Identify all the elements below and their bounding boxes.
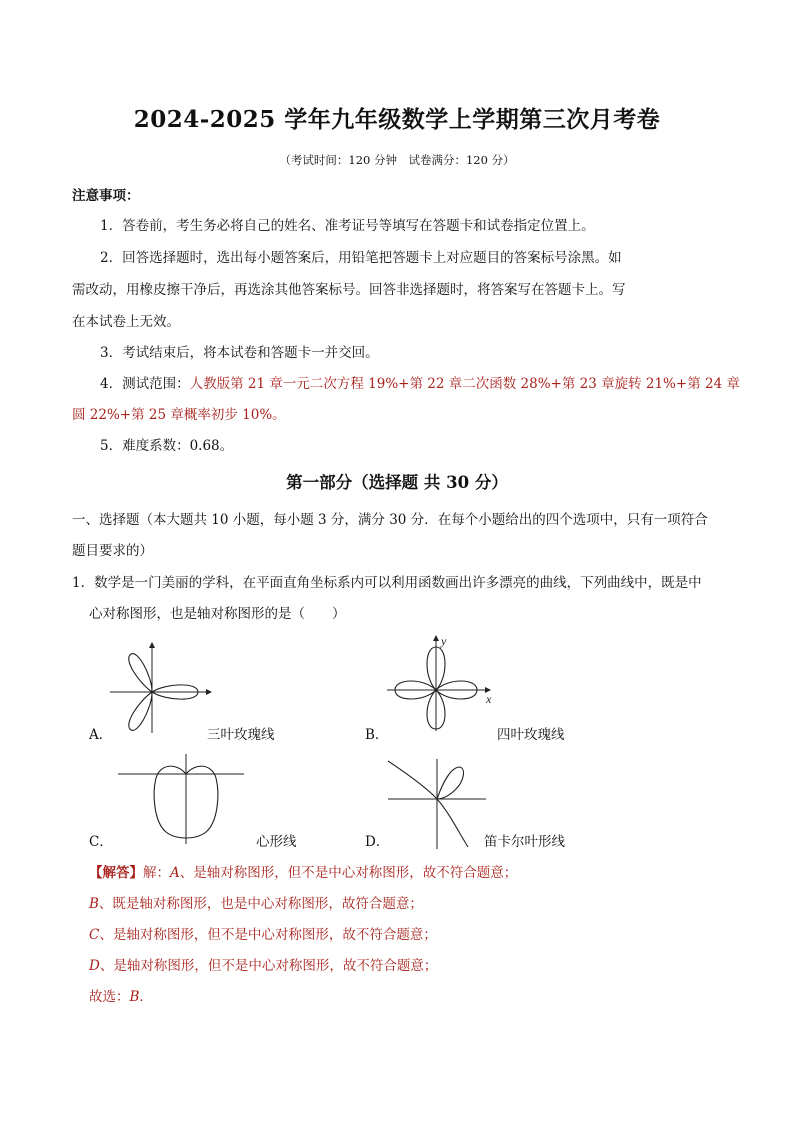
option-a-label[interactable]: A．: [89, 727, 113, 743]
figure-cardioid: [116, 752, 256, 847]
answer-line-4: [89, 956, 437, 976]
x-axis-arrow: [206, 689, 212, 695]
answer-letter-d: D: [89, 958, 100, 974]
notice-item-5: 5．难度系数：0.68。: [100, 438, 234, 454]
three-leaf-rose-graph: [108, 640, 213, 735]
answer-letter-c: C: [89, 927, 100, 943]
x-axis-label: x: [486, 692, 492, 706]
notice-item-2-line-3: 在本试卷上无效。: [72, 314, 180, 330]
notice-item-3: 3．考试结束后，将本试卷和答题卡一并交回。: [100, 345, 379, 361]
cardioid-graph: [116, 752, 256, 847]
y-axis-arrow: [433, 635, 439, 641]
notice-item-2-line-1: 2．回答选择题时，选出每小题答案后，用铅笔把答题卡上对应题目的答案标号涂黑。如: [100, 250, 622, 266]
test-scope: 人教版第 21 章一元二次方程 19%+第 22 章二次函数 28%+第 23 章旋转 21%+第 24 章: [189, 376, 740, 392]
y-axis-arrow: [149, 642, 155, 648]
notice-item-4-line-1: [100, 374, 740, 394]
answer-tag: 【解答】: [89, 865, 143, 881]
option-a-caption: 三叶玫瑰线: [207, 727, 275, 743]
section-instruction-line-1: 一、选择题（本大题共 10 小题，每小题 3 分，满分 30 分．在每个小题给出的四个选项中，只有一项符合: [72, 512, 708, 528]
notice-item-4-prefix: 4．测试范围：: [100, 376, 190, 392]
answer-final: [89, 987, 153, 1007]
option-d-caption: 笛卡尔叶形线: [484, 834, 565, 850]
answer-line-3: [89, 925, 437, 945]
answer-final-suffix: ．: [139, 989, 153, 1005]
folium-graph: [386, 757, 496, 852]
answer-text-b: 、既是轴对称图形，也是中心对称图形，故符合题意；: [98, 896, 423, 912]
answer-text-c: 、是轴对称图形，但不是中心对称图形，故不符合题意；: [99, 927, 437, 943]
question-1-stem-line-2: 心对称图形，也是轴对称图形的是（ ）: [89, 606, 346, 622]
answer-letter-a: A: [170, 865, 180, 881]
notice-item-4-line-2: 圆 22%+第 25 章概率初步 10%。: [72, 407, 286, 423]
answer-letter-b: B: [89, 896, 99, 912]
option-b-label[interactable]: B．: [365, 727, 389, 743]
answer-line-2: [89, 894, 423, 914]
section-instruction-line-2: 题目要求的）: [72, 543, 153, 559]
figure-three-leaf-rose: [108, 640, 213, 735]
exam-info: （考试时间：120 分钟 试卷满分：120 分）: [279, 153, 515, 167]
answer-final-prefix: 故选：: [89, 989, 130, 1005]
option-c-label[interactable]: C．: [89, 834, 113, 850]
answer-final-letter: B: [129, 989, 140, 1005]
folium-loop: [437, 767, 463, 799]
page-title: 2024-2025 学年九年级数学上学期第三次月考卷: [133, 106, 661, 133]
notice-item-1: 1．答卷前，考生务必将自己的姓名、准考证号等填写在答题卡和试卷指定位置上。: [100, 218, 595, 234]
section-title: 第一部分（选择题 共 30 分）: [286, 473, 508, 492]
figure-four-leaf-rose: [385, 633, 500, 733]
folium-asymptotic-branch: [388, 761, 468, 847]
option-b-caption: 四叶玫瑰线: [497, 727, 565, 743]
y-axis-label: y: [441, 634, 447, 648]
notice-item-2-line-2: 需改动，用橡皮擦干净后，再选涂其他答案标号。回答非选择题时，将答案写在答题卡上。写: [72, 282, 626, 298]
rose-petal-lower: [129, 692, 152, 730]
option-d-label[interactable]: D．: [365, 834, 390, 850]
answer-prefix: 解：: [143, 865, 170, 881]
rose-petal-upper: [129, 654, 152, 692]
option-c-caption: 心形线: [256, 834, 297, 850]
four-leaf-rose-graph: [385, 633, 500, 733]
figure-folium-of-descartes: [386, 757, 496, 852]
question-1-stem-line-1: 1．数学是一门美丽的学科，在平面直角坐标系内可以利用函数画出许多漂亮的曲线，下列曲线中，既是中: [72, 575, 702, 591]
answer-line-1: [89, 863, 517, 883]
answer-text-a: 、是轴对称图形，但不是中心对称图形，故不符合题意；: [179, 865, 518, 881]
answer-text-d: 、是轴对称图形，但不是中心对称图形，故不符合题意；: [99, 958, 438, 974]
notice-heading: 注意事项：: [72, 188, 140, 204]
